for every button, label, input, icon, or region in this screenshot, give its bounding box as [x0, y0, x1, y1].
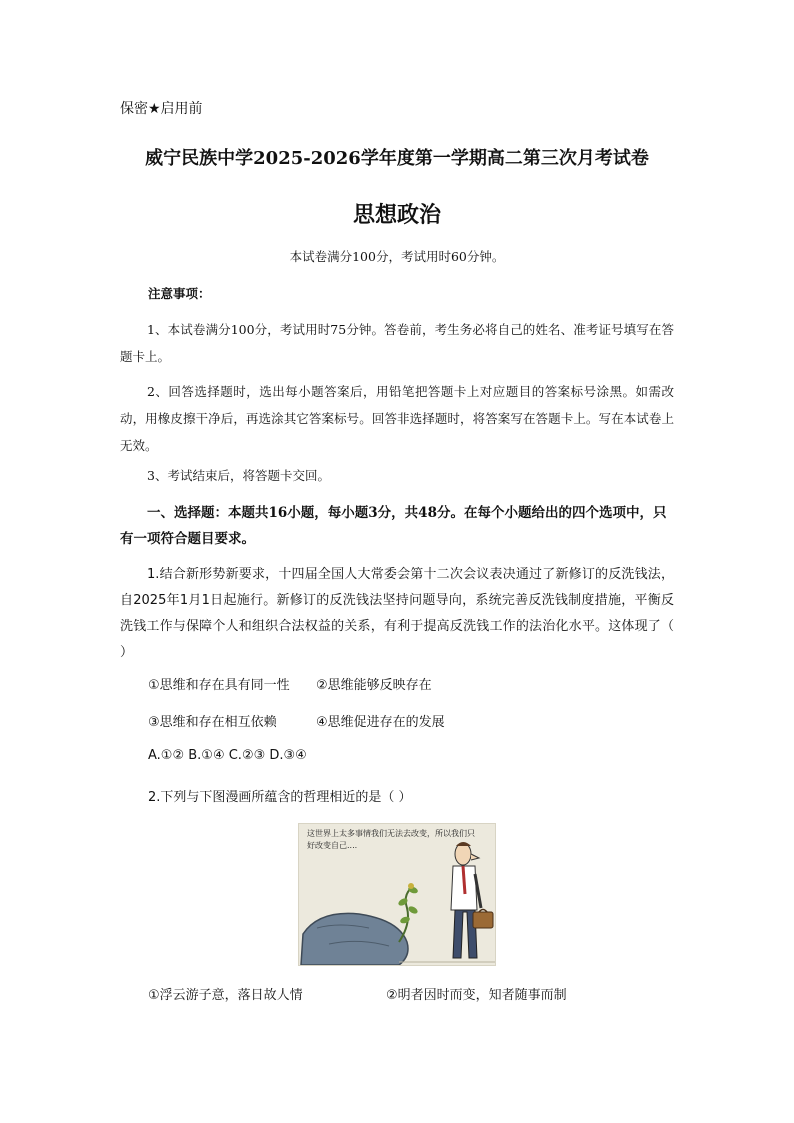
- question-1-stem: 1.结合新形势新要求，十四届全国人大常委会第十二次会议表决通过了新修订的反洗钱法，自2025年1月1日起施行。新修订的反洗钱法坚持问题导向，系统完善反洗钱制度措施，平衡反洗钱工作与保障个人和组织合法权益的关系，有利于提高反洗钱工作的法治化水平。这体现了（ ）: [120, 567, 674, 660]
- question-1-option-3: ③思维和存在相互依赖: [148, 715, 277, 730]
- note-item-3: 3、考试结束后，将答题卡交回。: [147, 468, 330, 483]
- question-1-option-1: ①思维和存在具有同一性: [148, 678, 290, 693]
- comic-image: [298, 823, 496, 966]
- question-1-option-2: ②思维能够反映存在: [316, 678, 432, 693]
- section-heading: 一、选择题：本题共16小题，每小题3分，共48分。在每个小题给出的四个选项中，只有一项符合题目要求。: [120, 505, 667, 547]
- question-2-option-1: ①浮云游子意，落日故人情: [148, 988, 303, 1003]
- note-item-2: 2、回答选择题时，选出每小题答案后，用铅笔把答题卡上对应题目的答案标号涂黑。如需改动，用橡皮擦干净后，再选涂其它答案标号。回答非选择题时，将答案写在答题卡上。写在本试卷上无效。: [120, 384, 674, 453]
- exam-info: 本试卷满分100分，考试用时60分钟。: [289, 249, 505, 264]
- notes-heading: 注意事项：: [148, 286, 211, 301]
- question-2-option-2: ②明者因时而变，知者随事而制: [386, 988, 567, 1003]
- question-2-stem: 2.下列与下图漫画所蕴含的哲理相近的是（ ）: [148, 790, 412, 805]
- confidential-label: 保密★启用前: [120, 101, 203, 117]
- comic-drawing: [299, 824, 495, 965]
- subject-title: 思想政治: [352, 202, 441, 228]
- question-1-option-4: ④思维促进存在的发展: [316, 715, 445, 730]
- exam-title: 威宁民族中学2025-2026学年度第一学期高二第三次月考试卷: [145, 148, 649, 169]
- note-item-1: 1、本试卷满分100分，考试用时75分钟。答卷前，考生务必将自己的姓名、准考证号填写在答题卡上。: [120, 322, 674, 364]
- question-1-answer-choices: A.①② B.①④ C.②③ D.③④: [148, 748, 307, 763]
- comic-caption: 这世界上太多事情我们无法去改变，所以我们只好改变自己....: [307, 829, 475, 850]
